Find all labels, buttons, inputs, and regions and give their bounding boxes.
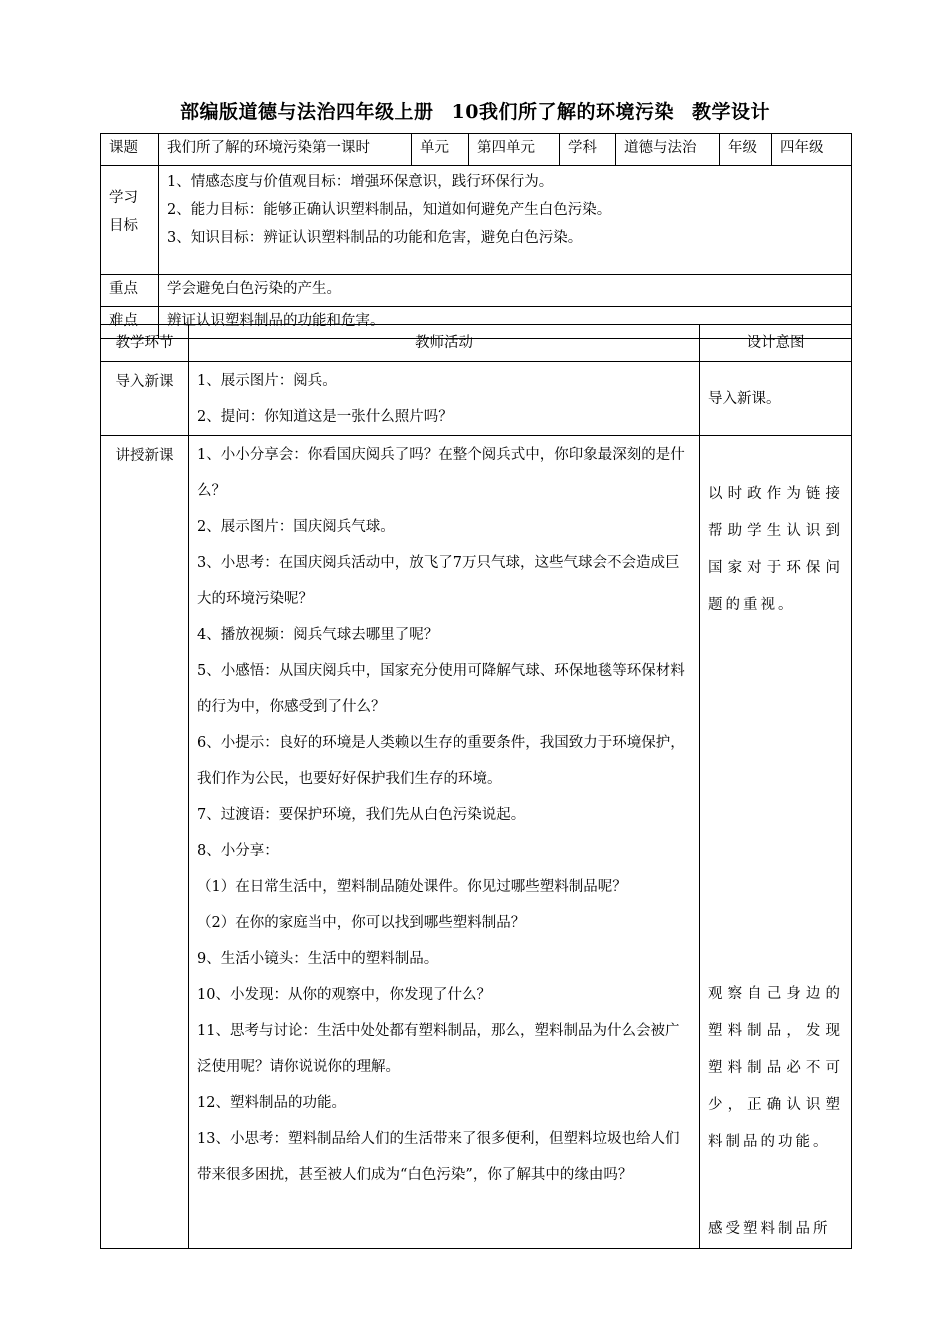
header-teacher: 教师活动 <box>189 325 700 362</box>
info-row-topic <box>101 134 852 166</box>
unit-label: 单元 <box>412 134 469 166</box>
title-part-1: 部编版道德与法治四年级上册 <box>180 101 434 123</box>
topic-label: 课题 <box>101 134 159 166</box>
grade-value: 四年级 <box>772 134 852 166</box>
difficulty-value: 辨证认识塑料制品的功能和危害。 <box>159 307 852 339</box>
lesson-row-teach <box>101 436 852 1249</box>
title-part-3: 教学设计 <box>691 101 770 123</box>
intro-stage: 导入新课 <box>101 362 189 436</box>
activity-item: 2、提问：你知道这是一张什么照片吗？ <box>197 409 453 425</box>
grade-label: 年级 <box>720 134 772 166</box>
activity-item: 6、小提示：良好的环境是人类赖以生存的重要条件，我国致力于环境保护，我们作为公民，也要好好保护我们生存的环境。 <box>197 735 685 787</box>
activity-item: 12、塑料制品的功能。 <box>197 1095 346 1111</box>
document-title <box>0 97 950 124</box>
goals-label <box>101 166 159 275</box>
title-part-2: 10我们所了解的环境污染 <box>451 101 674 123</box>
header-stage: 教学环节 <box>101 325 189 362</box>
subject-value: 道德与法治 <box>616 134 720 166</box>
lesson-info-table <box>100 133 852 339</box>
activity-item: 13、小思考：塑料制品给人们的生活带来了很多便利，但塑料垃圾也给人们带来很多困扰，甚至被人们成为“白色污染”，你了解其中的缘由吗？ <box>197 1131 680 1183</box>
info-row-key-point <box>101 275 852 307</box>
activity-item: 4、播放视频：阅兵气球去哪里了呢？ <box>197 627 439 643</box>
teach-intent-2: 观察自己身边的塑料制品，发现塑料制品必不可少，正确认识塑料制品的功能。 <box>708 986 843 1150</box>
activity-item: 9、生活小镜头：生活中的塑料制品。 <box>197 951 439 967</box>
teach-stage: 讲授新课 <box>101 436 189 1249</box>
teach-activities <box>189 436 700 1249</box>
header-intent: 设计意图 <box>700 325 852 362</box>
activity-item: 2、展示图片：国庆阅兵气球。 <box>197 519 395 535</box>
activity-item: 3、小思考：在国庆阅兵活动中，放飞了7万只气球，这些气球会不会造成巨大的环境污染呢？ <box>197 555 680 607</box>
goal-item: 3、知识目标：辨证认识塑料制品的功能和危害，避免白色污染。 <box>167 230 583 246</box>
key-label: 重点 <box>101 275 159 307</box>
unit-value: 第四单元 <box>469 134 560 166</box>
activity-item: 10、小发现：从你的观察中，你发现了什么？ <box>197 987 491 1003</box>
lesson-process-table <box>100 324 852 1249</box>
activity-item: （2）在你的家庭当中，你可以找到哪些塑料制品？ <box>197 915 526 931</box>
activity-item: 5、小感悟：从国庆阅兵中，国家充分使用可降解气球、环保地毯等环保材料的行为中，你感受到了什么？ <box>197 663 685 715</box>
info-row-goals <box>101 166 852 275</box>
teach-intent-3: 感受塑料制品所 <box>708 1221 831 1237</box>
activity-item: 11、思考与讨论：生活中处处都有塑料制品，那么，塑料制品为什么会被广泛使用呢？请你说说你的理解。 <box>197 1023 680 1075</box>
teach-intent-1: 以时政作为链接帮助学生认识到国家对于环保问题的重视。 <box>708 486 843 613</box>
goals-label-line-1: 学习 <box>109 190 138 206</box>
goal-item: 2、能力目标：能够正确认识塑料制品，知道如何避免产生白色污染。 <box>167 202 612 218</box>
topic-value: 我们所了解的环境污染第一课时 <box>159 134 412 166</box>
activity-item: （1）在日常生活中，塑料制品随处课件。你见过哪些塑料制品呢？ <box>197 879 627 895</box>
intro-intent: 导入新课。 <box>700 362 852 436</box>
goal-item: 1、情感态度与价值观目标：增强环保意识，践行环保行为。 <box>167 174 554 190</box>
activity-item: 1、展示图片：阅兵。 <box>197 373 337 389</box>
lesson-header-row <box>101 325 852 362</box>
activity-item: 7、过渡语：要保护环境，我们先从白色污染说起。 <box>197 807 526 823</box>
activity-item: 1、小小分享会：你看国庆阅兵了吗？在整个阅兵式中，你印象最深刻的是什么？ <box>197 447 685 499</box>
teach-intents <box>700 436 852 1249</box>
key-value: 学会避免白色污染的产生。 <box>159 275 852 307</box>
lesson-row-intro <box>101 362 852 436</box>
activity-item: 8、小分享： <box>197 843 279 859</box>
difficulty-label: 难点 <box>101 307 159 339</box>
goals-list <box>159 166 852 275</box>
subject-label: 学科 <box>560 134 616 166</box>
intro-activities <box>189 362 700 436</box>
goals-label-line-2: 目标 <box>109 218 138 234</box>
